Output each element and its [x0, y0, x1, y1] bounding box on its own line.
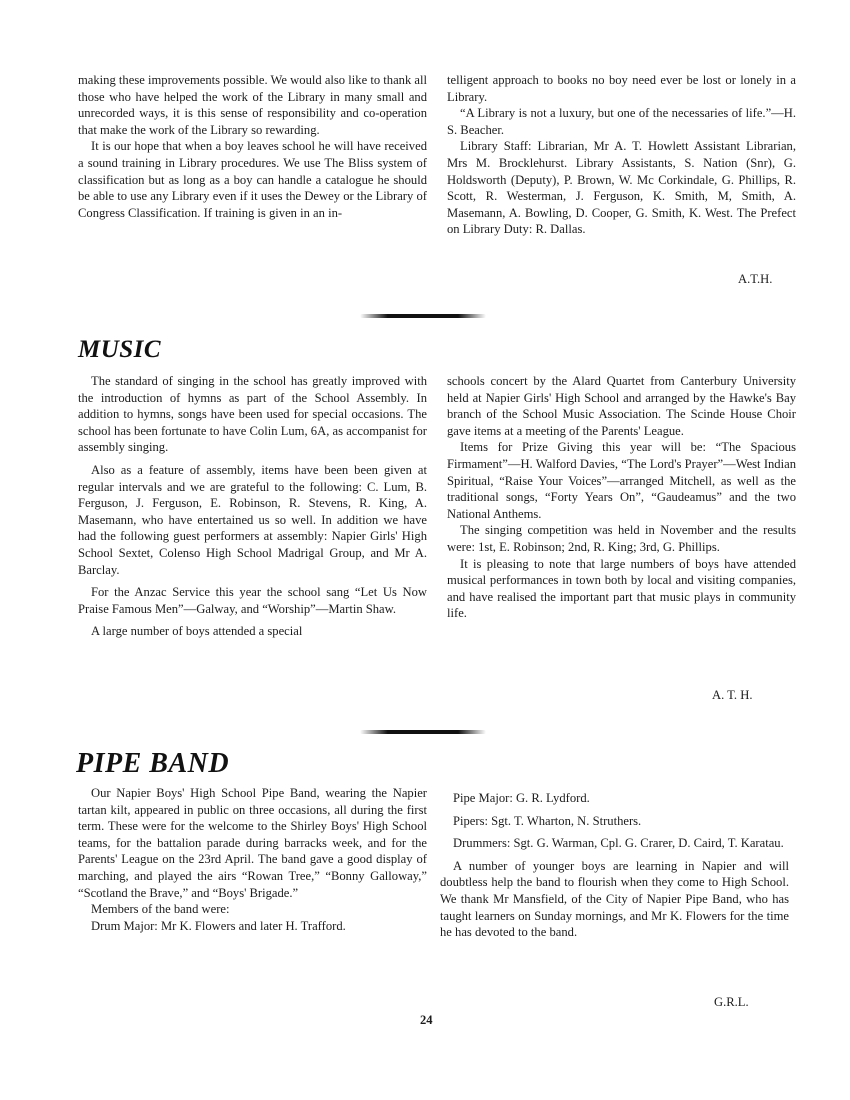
pipe-band-paragraph: Drummers: Sgt. G. Warman, Cpl. G. Crarer, D. Caird, T. Karatau.	[453, 836, 784, 851]
pipe-band-paragraph: Pipers: Sgt. T. Wharton, N. Struthers.	[453, 813, 642, 828]
music-right-column	[447, 373, 796, 622]
pipe-band-right-column	[440, 790, 789, 941]
pipe-band-paragraph: Members of the band were:	[91, 902, 230, 917]
music-paragraph: The singing competition was held in November and the results were: 1st, E. Robinson; 2nd, R. King; 3rd, G. Phillips.	[447, 523, 796, 554]
library-staff-list: Library Staff: Librarian, Mr A. T. Howlett Assistant Librarian, Mrs M. Brocklehurst. Library Assistants, S. Nation (Snr), G. Holdsworth (Deputy), P. Brown, W. Mc Corkindale, G. Phillips, R. Scott, R. Westerman, J. Ferguson, K. Smith, M, Smith, A. Masemann, A. Bowling, D. Cooper, G. Smith, K. West. The Prefect on Library Duty: R. Dallas.	[447, 139, 796, 237]
pipe-band-left-column	[78, 785, 427, 934]
pipe-band-heading: PIPE BAND	[76, 748, 230, 779]
music-paragraph: schools concert by the Alard Quartet from Canterbury University held at Napier Girls' High School and arranged by the Hawke's Bay branch of the School Music Association. The Scinde House Choir gave items at a meeting of the Parents' League.	[447, 374, 796, 438]
section-divider	[360, 730, 486, 734]
music-paragraph: For the Anzac Service this year the school sang “Let Us Now Praise Famous Men”—Galway, and “Worship”—Martin Shaw.	[78, 585, 427, 616]
pipe-band-paragraph: Our Napier Boys' High School Pipe Band, wearing the Napier tartan kilt, appeared in public on three occasions, all during the first term. These were for the welcome to the Shirley Boys' High School teams, for the battalion parade during barracks week, and for the Parents' League on the 23rd April. The band gave a good display of marching, and played the airs “Rowan Tree,” “Bonny Galloway,” “Scotland the Brave,” and “Boys' Brigade.”	[78, 786, 427, 900]
music-paragraph: Items for Prize Giving this year will be: “The Spacious Firmament”—H. Walford Davies, “The Lord's Prayer”—West Indian Spiritual, “Raise Your Voices”—arranged Mitchell, as well as the traditional songs, “Forty Years On”, “Gaudeamus” and the two National Anthems.	[447, 440, 796, 521]
music-paragraph: A large number of boys attended a special	[91, 624, 303, 639]
library-left-column	[78, 72, 427, 221]
music-left-column	[78, 373, 427, 640]
library-right-column	[447, 72, 796, 238]
pipe-band-paragraph: Pipe Major: G. R. Lydford.	[453, 791, 590, 805]
library-quote: “A Library is not a luxury, but one of the necessaries of life.”—H. S. Beacher.	[447, 106, 796, 137]
pipe-band-paragraph: Drum Major: Mr K. Flowers and later H. Trafford.	[91, 918, 346, 933]
music-paragraph: Also as a feature of assembly, items have been been given at regular intervals and we are grateful to the following: C. Lum, B. Ferguson, J. Ferguson, E. Robinson, R. Stevens, R. King, A. Masemann, who have entertained us so well. In addition we have had the following guest performers at assembly: Napier Girls' High School Sextet, Colenso High School Madrigal Group, and Mr A. Barclay.	[78, 462, 427, 577]
music-signature: A. T. H.	[712, 688, 753, 702]
page-number: 24	[420, 1013, 433, 1027]
section-divider	[360, 314, 486, 318]
library-paragraph: It is our hope that when a boy leaves school he will have received a sound training in Library procedures. We use The Bliss system of classification but as long as a boy can handle a catalogue he should be able to use any Library even if it uses the Dewey or the Library of Congress Classification. If training is given in an in-	[78, 139, 427, 220]
music-heading: MUSIC	[78, 336, 162, 363]
pipe-band-signature: G.R.L.	[714, 995, 749, 1009]
library-paragraph: telligent approach to books no boy need ever be lost or lonely in a Library.	[447, 73, 796, 104]
music-paragraph: It is pleasing to note that large numbers of boys have attended musical performances in town both by local and visiting companies, and have realised the important part that music plays in community life.	[447, 556, 796, 621]
library-signature: A.T.H.	[738, 272, 773, 286]
music-paragraph: The standard of singing in the school has greatly improved with the introduction of hymns as part of the School Assembly. In addition to hymns, songs have been used for special occasions. The school has been fortunate to have Colin Lum, 6A, as accompanist for assembly singing.	[78, 374, 427, 455]
library-paragraph: making these improvements possible. We would also like to thank all those who have helped the work of the Library in many small and unrecorded ways, it is this sense of responsibility and co-operation that make the work of the Library so rewarding.	[78, 73, 427, 137]
pipe-band-paragraph: A number of younger boys are learning in Napier and will doubtless help the band to flourish when they come to High School. We thank Mr Mansfield, of the City of Napier Pipe Band, who has taught learners on Sunday mornings, and Mr K. Flowers for the time he has devoted to the band.	[440, 858, 789, 940]
